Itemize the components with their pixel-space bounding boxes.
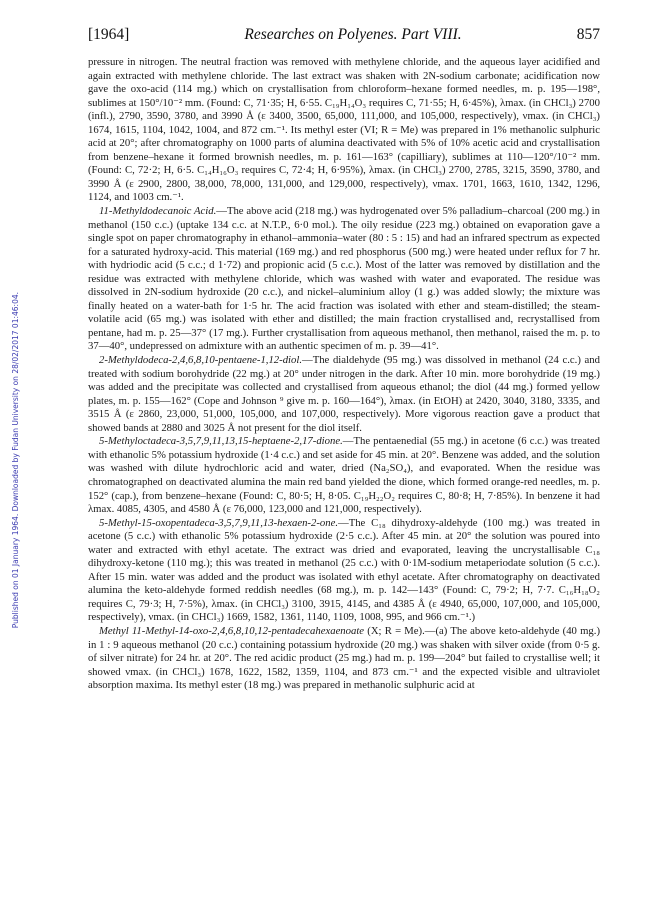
header-page-number: 857 (576, 26, 600, 43)
paragraph-pentaene-diol (88, 354, 600, 435)
paragraph-text: —The above acid (218 mg.) was hydrogenated over 5% palladium–charcoal (200 mg.) in methanol (150 c.c.) (uptake 134 c.c. at N.T.P., 6·0 mol.). The oily residue (223 mg.) obtained on evaporation gave a single spot on paper chromatography in ethanol–ammonia–water (80 : 5 : 15) and had an infrared spectrum as expected for a saturated hydroxy-acid. This material (169 mg.) and red phosphorus (500 mg.) were heated under reflux for 7 hr. with hydriodic acid (5 c.c.; d 1·72) and propionic acid (5 c.c.). Most of the latter was removed by distillation and the residue was extracted with methylene chloride, which was washed with water and evaporated. The residue was dissolved in 2N-sodium hydroxide (20 c.c.), and nickel–aluminium alloy (1 g.) was added slowly; the mixture was finally heated on a water-bath for 1·5 hr. The acid fraction was isolated with ether and steam-distilled; the steam-volatile acid (65 mg.) was isolated with ether and distilled; the main fraction crystallised and, recrystallised from pentane, had m. p. 25—37° (17 mg.). Further crystallisation from aqueous methanol, then methanol, raised the m. p. to 37—40°, undepressed on admixture with an authentic specimen of m. p. 39—41°. (88, 205, 600, 353)
paragraph-text: pressure in nitrogen. The neutral fraction was removed with methylene chloride, and the aqueous layer acidified and again extracted with methylene chloride. The last extract was shaken with 2N-sodium carbonate; acidification now gave the oxo-acid (114 mg.) which on crystallisation from chloroform–hexane formed needles, m. p. 195—198°, sublimes at 150°/10⁻² mm. (Found: C, 71·35; H, 6·55. C₁₉H₁₄O₃ requires C, 71·55; H, 6·45%), λmax. (in CHCl₃) 2700 (infl.), 2790, 3590, 3780, and 3990 Å (ε 3400, 3500, 65,000, 111,000, and 105,000, respectively), νmax. (in CHCl₃) 1674, 1615, 1104, 1042, 1004, and 872 cm.⁻¹. Its methyl ester (VI; R = Me) was prepared in 1% methanolic sulphuric acid at 20°; after chromatography on 1000 parts of alumina deactivated with 5% of 10% acetic acid and crystallisation from benzene–hexane it formed brownish needles, m. p. 161—163° (capilliary), sublimes at 110—120°/10⁻² mm. (Found: C, 72·2; H, 6·5. C₁₄H₁₆O₃ requires C, 72·4; H, 6·95%), λmax. (in CHCl₃) 2700, 2785, 3215, 3590, 3780, and 3990 Å (ε 2900, 2800, 38,000, 78,000, 131,000, and 129,000, respectively), νmax. 1701, 1663, 1610, 1342, 1296, 1124, and 1003 cm.⁻¹. (88, 56, 600, 204)
section-title: 11-Methyldodecanoic Acid. (99, 205, 217, 218)
download-watermark-text: Published on 01 January 1964. Downloaded by Fudan University on 28/02/2017 01:46:04. (10, 291, 20, 629)
section-title: 2-Methyldodeca-2,4,6,8,10-pentaene-1,12-diol. (99, 354, 302, 367)
paragraph-text: —The C₁₈ dihydroxy-aldehyde (100 mg.) was treated in acetone (5 c.c.) with ethanolic 5% potassium hydroxide (2·5 c.c.). After 45 min. at 20° the solution was poured into water and extracted with ethyl acetate. The extract was dried and evaporated, leaving the uncrystallisable C₁₈ dihydroxy-ketone (110 mg.); this was treated in methanol (25 c.c.) with 0·1M-sodium metaperiodate solution (5 c.c.). After 15 min. water was added and the product was isolated with ethyl acetate. After chromatography on deactivated alumina the keto-aldehyde formed reddish needles (68 mg.), m. p. 142—143° (Found: C, 79·2; H, 7·7. C₁₆H₁₈O₂ requires C, 79·3; H, 7·5%), λmax. (in CHCl₃) 3100, 3915, 4145, and 4385 Å (ε 4940, 65,000, 107,000, and 105,000, respectively), νmax. (in CHCl₃) 1669, 1582, 1361, 1140, 1109, 1008, 995, and 966 cm.⁻¹.) (88, 516, 600, 624)
paragraph-text: —The pentaenedial (55 mg.) in acetone (6 c.c.) was treated with ethanolic 5% potassium hydroxide (1·4 c.c.) and set aside for 45 min. at 20°. Benzene was added, and the solution was washed with dilute hydrochloric acid and water, dried (Na₂SO₄), and evaporated. When the residue was chromatographed on deactivated alumina the main red band yielded the dione, which formed orange-red needles, m. p. 152° (cap.), from benzene–hexane (Found: C, 80·5; H, 8·05. C₁₉H₂₂O₂ requires C, 80·8; H, 7·85%). In benzene it had λmax. 4085, 4305, and 4580 Å (ε 76,000, 123,000 and 121,000, respectively). (88, 435, 600, 516)
section-title: Methyl 11-Methyl-14-oxo-2,4,6,8,10,12-pentadecahexaenoate (99, 624, 365, 637)
article-body (88, 56, 600, 693)
paragraph-methyl-ester (88, 625, 600, 693)
section-title: 5-Methyloctadeca-3,5,7,9,11,13,15-heptaene-2,17-dione. (99, 435, 343, 448)
download-watermark (8, 150, 22, 770)
header-year: [1964] (88, 26, 130, 43)
paragraph-text: —The dialdehyde (95 mg.) was dissolved in methanol (24 c.c.) and treated with sodium borohydride (22 mg.) at 20° under nitrogen in the dark. After 10 min. more borohydride (19 mg.) was added and the precipitate was collected and crystallised from aqueous ethanol; the diol (44 mg.) formed yellow plates, m. p. 155—162° (Cope and Johnson ⁹ give m. p. 160—164°), λmax. (in EtOH) at 2420, 3040, 3180, 3335, and 3515 Å (ε 2860, 23,000, 51,000, 105,000, and 107,000, respectively). More vigorous reaction gave a product that showed bands at 2880 and 3025 Å not present for the diol itself. (88, 354, 600, 434)
paragraph-methyldodecanoic-acid (88, 205, 600, 354)
paragraph-oxo-acid (88, 56, 600, 205)
paragraph-hexaen-one (88, 517, 600, 625)
section-title: 5-Methyl-15-oxopentadeca-3,5,7,9,11,13-hexaen-2-one. (99, 516, 338, 529)
paragraph-text: (X; R = Me).—(a) The above keto-aldehyde (40 mg.) in 1 : 9 aqueous methanol (20 c.c.) containing potassium hydroxide (20 mg.) was shaken with silver oxide (from 0·5 g. of silver nitrate) for 24 hr. at 20°. The red acidic product (25 mg.) had m. p. 199—204° but failed to crystallise well; it showed νmax. (in CHCl₃) 1678, 1622, 1582, 1359, 1104, and 873 cm.⁻¹ and the expected visible and ultraviolet absorption maxima. Its methyl ester (18 mg.) was prepared in methanolic sulphuric acid at (88, 624, 600, 692)
header-title: Researches on Polyenes. Part VIII. (244, 26, 462, 43)
paragraph-heptaene-dione (88, 435, 600, 516)
running-header (88, 26, 600, 48)
